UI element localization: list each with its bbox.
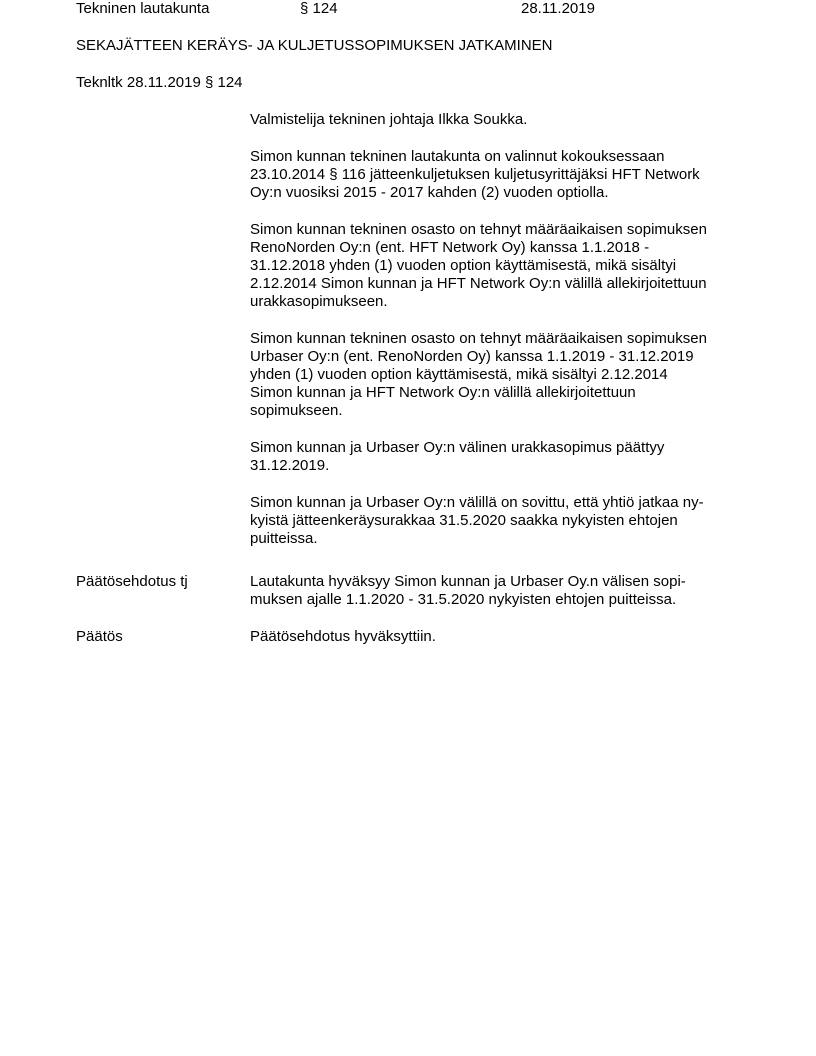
paragraph-line: kyistä jätteenkeräysurakkaa 31.5.2020 saakka nykyisten ehtojen xyxy=(250,512,678,529)
paragraph-line: RenoNorden Oy:n (ent. HFT Network Oy) kanssa 1.1.2018 - xyxy=(250,239,650,256)
paragraph-line: 2.12.2014 Simon kunnan ja HFT Network Oy:n välillä allekirjoitettuun xyxy=(250,275,707,292)
paragraph-line: Oy:n vuosiksi 2015 - 2017 kahden (2) vuoden optiolla. xyxy=(250,184,609,201)
paragraph-line: 31.12.2018 yhden (1) vuoden option käyttämisestä, mikä sisältyi xyxy=(250,257,677,274)
paragraph-line: yhden (1) vuoden option käyttämisestä, mikä sisältyi 2.12.2014 xyxy=(250,366,668,383)
document-title: SEKAJÄTTEEN KERÄYS- JA KULJETUSSOPIMUKSEN JATKAMINEN xyxy=(76,37,553,54)
paragraph-line: Simon kunnan tekninen lautakunta on valinnut kokouksessaan xyxy=(250,148,665,165)
paragraph-line: 31.12.2019. xyxy=(250,457,330,474)
paragraph-line: Simon kunnan tekninen osasto on tehnyt määräaikaisen sopimuksen xyxy=(250,330,707,347)
paragraph-renonorden-contract xyxy=(250,221,750,311)
paragraph-line: Simon kunnan ja Urbaser Oy:n välinen urakkasopimus päättyy xyxy=(250,439,665,456)
paragraph-line: urakkasopimukseen. xyxy=(250,293,388,310)
decision-label: Päätös xyxy=(76,628,123,645)
header-date: 28.11.2019 xyxy=(521,0,595,17)
paragraph-line: Urbaser Oy:n (ent. RenoNorden Oy) kanssa 1.1.2019 - 31.12.2019 xyxy=(250,348,694,365)
header-section-number: § 124 xyxy=(300,0,338,17)
meeting-reference: Teknltk 28.11.2019 § 124 xyxy=(76,74,243,91)
paragraph-line: sopimukseen. xyxy=(250,402,343,419)
proposal-text xyxy=(250,573,686,609)
proposal-line: Lautakunta hyväksyy Simon kunnan ja Urbaser Oy.n välisen sopi- xyxy=(250,573,686,590)
paragraph-line: puitteissa. xyxy=(250,530,318,547)
paragraph-urbaser-contract xyxy=(250,330,750,420)
paragraph-board-selection xyxy=(250,148,750,202)
paragraph-line: Valmistelija tekninen johtaja Ilkka Soukka. xyxy=(250,111,528,128)
decision-text: Päätösehdotus hyväksyttiin. xyxy=(250,628,436,645)
header-board-name: Tekninen lautakunta xyxy=(76,0,210,17)
paragraph-contract-end xyxy=(250,439,750,475)
proposal-label: Päätösehdotus tj xyxy=(76,573,188,590)
paragraph-line: Simon kunnan ja Urbaser Oy:n välillä on sovittu, että yhtiö jatkaa ny- xyxy=(250,494,704,511)
preparation-body xyxy=(250,111,750,567)
paragraph-line: Simon kunnan tekninen osasto on tehnyt määräaikaisen sopimuksen xyxy=(250,221,707,238)
paragraph-line: Simon kunnan ja HFT Network Oy:n välillä allekirjoitettuun xyxy=(250,384,636,401)
paragraph-line: 23.10.2014 § 116 jätteenkuljetuksen kuljetusyrittäjäksi HFT Network xyxy=(250,166,700,183)
paragraph-preparer xyxy=(250,111,750,129)
paragraph-extension-agreement xyxy=(250,494,750,548)
proposal-line: muksen ajalle 1.1.2020 - 31.5.2020 nykyisten ehtojen puitteissa. xyxy=(250,591,677,608)
